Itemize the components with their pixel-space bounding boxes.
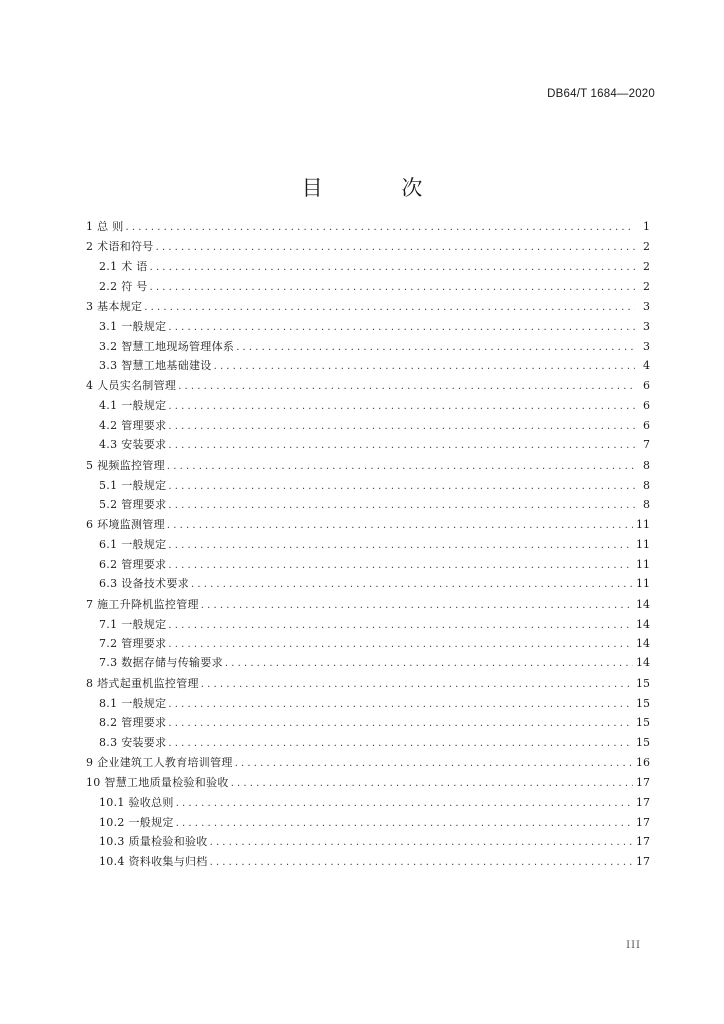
- dot-leader: [168, 735, 633, 753]
- toc-entry-label: 10 智慧工地质量检验和验收: [86, 776, 229, 790]
- dot-leader: [225, 655, 633, 673]
- toc-entry-label: 10.4 资料收集与归档: [99, 854, 208, 868]
- toc-entry-page-number: 11: [636, 538, 650, 552]
- toc-entry-label: 5.2 管理要求: [99, 498, 167, 511]
- toc-subsection-entry[interactable]: [99, 556, 650, 574]
- toc-subsection-entry[interactable]: [99, 338, 650, 356]
- toc-entry-label: 7.1 一般规定: [99, 617, 167, 631]
- toc-entry-page-number: 14: [636, 656, 650, 670]
- toc-entry-label: 2.1 术 语: [99, 260, 148, 274]
- toc-entry-page-number: 14: [636, 617, 650, 631]
- toc-entry-page-number: 1: [643, 220, 650, 233]
- toc-subsection-entry[interactable]: [99, 853, 650, 871]
- dot-leader: [201, 597, 633, 615]
- toc-entry-label: 6 环境监测管理: [86, 518, 165, 532]
- toc-section-entry[interactable]: [86, 754, 650, 772]
- dot-leader: [176, 795, 633, 813]
- toc-entry-page-number: 15: [636, 735, 650, 749]
- toc-subsection-entry[interactable]: [99, 635, 650, 653]
- toc-subsection-entry[interactable]: [99, 397, 650, 415]
- toc-section-entry[interactable]: [86, 238, 650, 256]
- toc-entry-label: 10.1 验收总则: [99, 796, 174, 810]
- toc-entry-label: 4.1 一般规定: [99, 399, 167, 413]
- toc-subsection-entry[interactable]: [99, 477, 650, 495]
- dot-leader: [176, 815, 633, 833]
- toc-entry-page-number: 8: [643, 478, 650, 492]
- toc-section-entry[interactable]: [86, 218, 650, 236]
- toc-entry-page-number: 6: [643, 418, 650, 432]
- page-number: III: [626, 940, 641, 951]
- toc-subsection-entry[interactable]: [99, 436, 650, 454]
- toc-subsection-entry[interactable]: [99, 695, 650, 713]
- toc-subsection-entry[interactable]: [99, 417, 650, 435]
- toc-entry-page-number: 7: [643, 438, 650, 452]
- toc-entry-page-number: 17: [636, 776, 650, 790]
- toc-entry-label: 6.2 管理要求: [99, 557, 167, 571]
- toc-subsection-entry[interactable]: [99, 536, 650, 554]
- dot-leader: [201, 676, 633, 694]
- toc-entry-label: 3.2 智慧工地现场管理体系: [99, 339, 235, 353]
- document-code: DB64/T 1684—2020: [547, 88, 655, 100]
- toc-section-entry[interactable]: [86, 675, 650, 693]
- toc-entry-label: 8.2 管理要求: [99, 716, 167, 730]
- toc-entry-label: 10.2 一般规定: [99, 815, 174, 829]
- dot-leader: [168, 398, 635, 416]
- dot-leader: [168, 696, 633, 714]
- toc-entry-page-number: 17: [636, 815, 650, 829]
- toc-entry-page-number: 15: [636, 676, 650, 690]
- toc-entry-page-number: 11: [636, 577, 650, 591]
- toc-entry-label: 3.1 一般规定: [99, 320, 167, 334]
- dot-leader: [210, 854, 633, 872]
- toc-entry-page-number: 4: [643, 359, 650, 372]
- toc-entry-page-number: 15: [636, 696, 650, 710]
- toc-entry-label: 7 施工升降机监控管理: [86, 597, 199, 611]
- toc-entry-page-number: 17: [636, 835, 650, 849]
- toc-subsection-entry[interactable]: [99, 734, 650, 752]
- toc-section-entry[interactable]: [86, 298, 650, 316]
- toc-subsection-entry[interactable]: [99, 278, 650, 296]
- toc-entry-page-number: 3: [643, 339, 650, 353]
- toc-entry-page-number: 3: [643, 320, 650, 334]
- dot-leader: [178, 378, 635, 396]
- toc-section-entry[interactable]: [86, 457, 650, 475]
- toc-section-entry[interactable]: [86, 774, 650, 792]
- toc-entry-page-number: 17: [636, 796, 650, 810]
- toc-entry-label: 5 视频监控管理: [86, 458, 165, 472]
- toc-entry-page-number: 15: [636, 716, 650, 730]
- dot-leader: [167, 458, 635, 476]
- toc-entry-label: 3 基本规定: [86, 300, 143, 314]
- toc-entry-page-number: 6: [643, 379, 650, 393]
- toc-subsection-entry[interactable]: [99, 616, 650, 634]
- toc-subsection-entry[interactable]: [99, 318, 650, 336]
- dot-leader: [168, 478, 635, 496]
- dot-leader: [168, 557, 633, 575]
- dot-leader: [231, 775, 633, 793]
- dot-leader: [236, 339, 635, 357]
- dot-leader: [168, 636, 633, 654]
- toc-entry-label: 3.3 智慧工地基础建设: [99, 359, 212, 372]
- toc-subsection-entry[interactable]: [99, 714, 650, 732]
- toc-entry-label: 7.2 管理要求: [99, 637, 167, 650]
- dot-leader: [168, 715, 633, 733]
- dot-leader: [235, 755, 633, 773]
- toc-entry-page-number: 11: [636, 518, 650, 532]
- toc-entry-label: 4.2 管理要求: [99, 418, 167, 432]
- toc-entry-label: 2 术语和符号: [86, 240, 154, 254]
- dot-leader: [168, 617, 633, 635]
- toc-entry-page-number: 8: [643, 498, 650, 511]
- toc-entry-label: 5.1 一般规定: [99, 478, 167, 492]
- toc-entry-page-number: 8: [643, 458, 650, 472]
- toc-subsection-entry[interactable]: [99, 357, 650, 375]
- toc-section-entry[interactable]: [86, 596, 650, 614]
- toc-entry-label: 8.1 一般规定: [99, 696, 167, 710]
- toc-subsection-entry[interactable]: [99, 496, 650, 514]
- toc-entry-label: 8.3 安装要求: [99, 735, 167, 749]
- dot-leader: [191, 576, 633, 594]
- dot-leader: [150, 279, 635, 297]
- toc-entry-page-number: 2: [643, 240, 650, 254]
- toc-entry-label: 9 企业建筑工人教育培训管理: [86, 756, 233, 769]
- dot-leader: [156, 239, 635, 257]
- dot-leader: [144, 299, 635, 317]
- toc-entry-page-number: 3: [643, 300, 650, 314]
- toc-entry-page-number: 14: [636, 597, 650, 611]
- dot-leader: [168, 418, 635, 436]
- dot-leader: [126, 219, 636, 237]
- page-title: 目 次: [301, 176, 459, 201]
- toc-subsection-entry[interactable]: [99, 575, 650, 593]
- toc-entry-label: 6.3 设备技术要求: [99, 577, 189, 591]
- toc-entry-label: 8 塔式起重机监控管理: [86, 676, 199, 690]
- toc-entry-page-number: 6: [643, 399, 650, 413]
- toc-entry-label: 4.3 安装要求: [99, 438, 167, 452]
- dot-leader: [168, 319, 635, 337]
- dot-leader: [210, 834, 633, 852]
- toc-entry-label: 7.3 数据存储与传输要求: [99, 656, 223, 670]
- dot-leader: [168, 437, 635, 455]
- toc-section-entry[interactable]: [86, 516, 650, 534]
- dot-leader: [168, 537, 633, 555]
- toc-entry-page-number: 2: [643, 279, 650, 293]
- toc-entry-label: 10.3 质量检验和验收: [99, 835, 208, 849]
- toc-entry-label: 2.2 符 号: [99, 279, 148, 293]
- toc-entry-label: 1 总 则: [86, 220, 124, 233]
- dot-leader: [214, 358, 635, 376]
- toc-entry-page-number: 14: [636, 637, 650, 650]
- toc-section-entry[interactable]: [86, 377, 650, 395]
- toc-entry-page-number: 11: [636, 557, 650, 571]
- dot-leader: [168, 497, 635, 515]
- toc-subsection-entry[interactable]: [99, 258, 650, 276]
- toc-entry-page-number: 16: [636, 756, 650, 769]
- toc-entry-page-number: 17: [636, 854, 650, 868]
- toc-subsection-entry[interactable]: [99, 654, 650, 672]
- dot-leader: [150, 259, 635, 277]
- toc-subsection-entry[interactable]: [99, 833, 650, 851]
- toc-entry-label: 4 人员实名制管理: [86, 379, 177, 393]
- toc-entry-label: 6.1 一般规定: [99, 538, 167, 552]
- toc-entry-page-number: 2: [643, 260, 650, 274]
- toc-subsection-entry[interactable]: [99, 814, 650, 832]
- dot-leader: [167, 517, 633, 535]
- toc-subsection-entry[interactable]: [99, 794, 650, 812]
